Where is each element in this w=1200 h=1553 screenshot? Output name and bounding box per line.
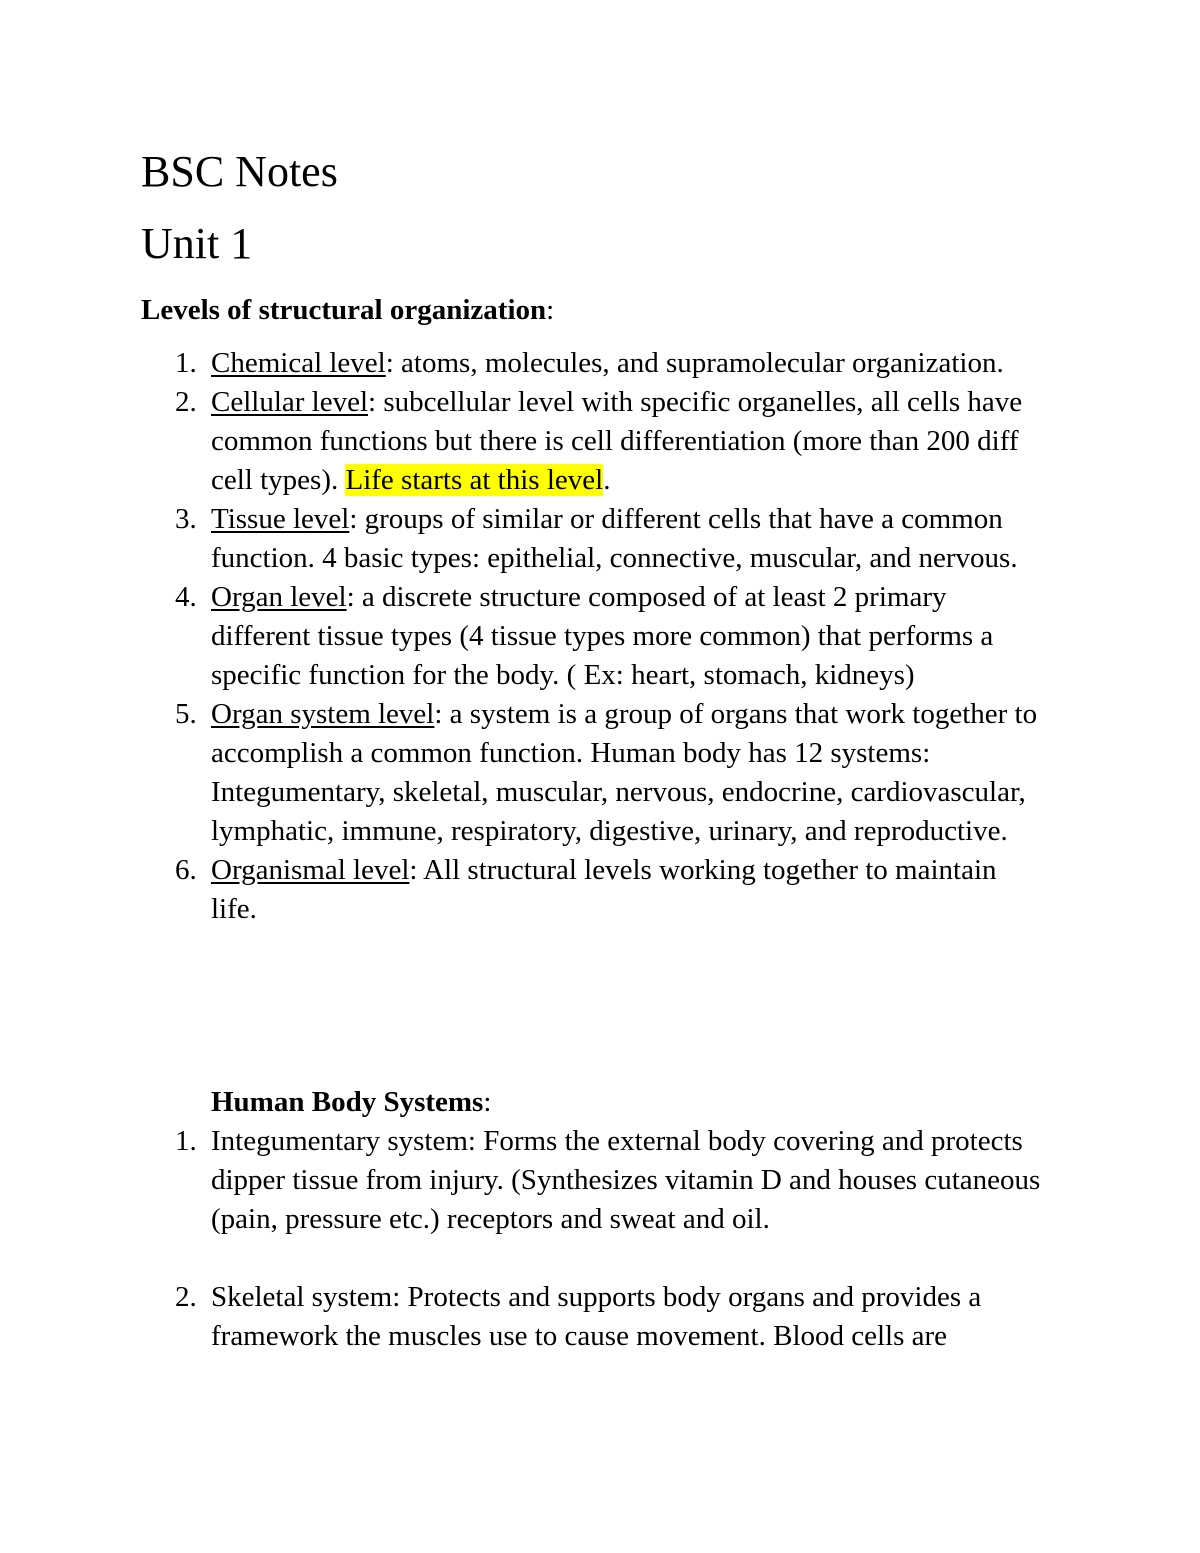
list-number: 1. xyxy=(175,1125,197,1157)
item-text: : a discrete structure composed of at least 2 primary different tissue types (4 tissue types more common) that performs a specific function for the body. ( Ex: heart, stomach, kidneys) xyxy=(211,581,994,691)
item-text: : atoms, molecules, and supramolecular organization. xyxy=(385,347,1004,379)
levels-heading-suffix: : xyxy=(546,294,555,326)
document-title: BSC Notes xyxy=(141,147,338,196)
list-item-organ-level xyxy=(141,578,1041,695)
term-organ-level: Organ level xyxy=(211,581,347,613)
list-item-organismal-level xyxy=(141,851,1041,929)
term-chemical-level: Chemical level xyxy=(211,347,386,379)
levels-heading-text: Levels of structural organization xyxy=(141,294,547,326)
list-spacer xyxy=(141,1239,1041,1278)
list-item-skeletal-system xyxy=(141,1278,1041,1356)
term-organ-system-level: Organ system level xyxy=(211,698,435,730)
term-organismal-level: Organismal level xyxy=(211,854,410,886)
item-text: : groups of similar or different cells that have a common function. 4 basic types: epithelial, connective, muscular, and nervous. xyxy=(211,503,1018,574)
item-text: : subcellular level with specific organelles, all cells have common functions but there is cell differentiation (more than 200 diff cell types). xyxy=(211,386,1023,496)
list-number: 1. xyxy=(175,347,197,379)
list-item-integumentary-system xyxy=(141,1122,1041,1239)
list-number: 3. xyxy=(175,503,197,535)
levels-list xyxy=(141,344,1041,929)
item-text: : All structural levels working together to maintain life. xyxy=(211,854,997,925)
list-number: 2. xyxy=(175,1281,197,1313)
term-tissue-level: Tissue level xyxy=(211,503,350,535)
list-item-organ-system-level xyxy=(141,695,1041,851)
systems-section-heading xyxy=(211,1083,491,1122)
systems-heading-text: Human Body Systems xyxy=(211,1086,484,1118)
list-item-chemical-level xyxy=(141,344,1041,383)
highlighted-text: Life starts at this level xyxy=(345,464,604,496)
list-item-tissue-level xyxy=(141,500,1041,578)
unit-heading: Unit 1 xyxy=(141,219,253,268)
list-number: 2. xyxy=(175,386,197,418)
item-text: Skeletal system: Protects and supports body organs and provides a framework the muscles use to cause movement. Blood cells are xyxy=(211,1281,982,1352)
item-text-after: . xyxy=(603,464,611,496)
systems-heading-suffix: : xyxy=(483,1086,492,1118)
systems-list xyxy=(141,1122,1041,1356)
list-item-cellular-level xyxy=(141,383,1041,500)
levels-section-heading xyxy=(141,291,554,330)
term-cellular-level: Cellular level xyxy=(211,386,369,418)
list-number: 4. xyxy=(175,581,197,613)
list-number: 6. xyxy=(175,854,197,886)
item-text: : a system is a group of organs that work together to accomplish a common function. Human body has 12 systems: Integumentary, skeletal, muscular, nervous, endocrine, cardiovascular, lymphatic, immune, respiratory, digestive, urinary, and reproductive. xyxy=(211,698,1038,847)
item-text: Integumentary system: Forms the external body covering and protects dipper tissue from injury. (Synthesizes vitamin D and houses cutaneous (pain, pressure etc.) receptors and sweat and oil. xyxy=(211,1125,1041,1235)
list-number: 5. xyxy=(175,698,197,730)
